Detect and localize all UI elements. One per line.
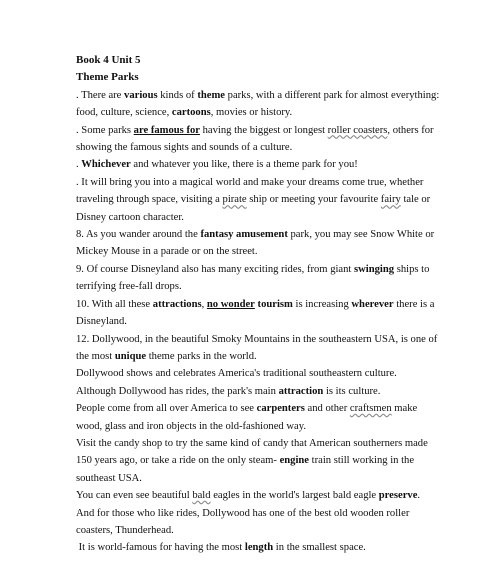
text: , movies or history. (210, 107, 293, 119)
paragraph-line (76, 400, 428, 417)
text: Disney cartoon character. (76, 211, 184, 223)
paragraph-line (76, 348, 428, 365)
spellcheck-word: craftsmen (349, 403, 392, 415)
paragraph-line (76, 278, 428, 295)
text: People come from all over America to see (76, 403, 257, 415)
document-body (76, 52, 440, 557)
paragraph-line (76, 313, 428, 330)
text: 150 years ago, or take a ride on the only steam- (76, 455, 280, 467)
text: . (76, 159, 82, 171)
paragraph-line (76, 243, 428, 260)
text: 12. Dollywood, in the beautiful Smoky Mountains in the southeastern USA, is one of (76, 333, 438, 345)
paragraph-line (76, 122, 434, 139)
text: 9. Of course Disneyland also has many exciting rides, from giant (76, 263, 355, 275)
text: . Some parks (76, 124, 134, 136)
keyword: length (244, 542, 274, 554)
keyword-underlined: no wonder (206, 298, 255, 310)
paragraph-line (76, 470, 428, 487)
spellcheck-word: roller coasters (327, 124, 388, 136)
text: . There are (76, 89, 125, 101)
keyword: swinging (354, 263, 395, 275)
paragraph-line (76, 139, 428, 156)
paragraph-line (76, 209, 428, 226)
keyword: cartoons (171, 107, 211, 119)
text: the most (76, 350, 115, 362)
text: ships to (394, 263, 430, 275)
text: Mickey Mouse in a parade or on the street. (76, 246, 258, 258)
paragraph-line (76, 435, 428, 452)
text: Although Dollywood has rides, the park's main (76, 385, 279, 397)
text: having the biggest or longest (199, 124, 328, 136)
text: parks, with a different park for almost everything: (225, 89, 440, 101)
paragraph-line (76, 487, 428, 504)
text: You can even see beautiful (76, 490, 193, 502)
keyword: tourism (257, 298, 293, 310)
text: in the smallest space. (273, 542, 366, 554)
paragraph-line (76, 226, 435, 243)
paragraph-line (76, 522, 428, 539)
paragraph-line (76, 418, 428, 435)
text: southeast USA. (76, 472, 142, 484)
text: tale or (400, 194, 431, 206)
text: Disneyland. (76, 316, 127, 328)
text: terrifying free-fall drops. (76, 281, 182, 293)
text: . It will bring you into a magical world and make your dreams come true, whether (76, 176, 424, 188)
text: And for those who like rides, Dollywood has one of the best old wooden roller (76, 507, 410, 519)
text: make (391, 403, 418, 415)
text: food, culture, science, (76, 107, 172, 119)
text: It is world-famous for having the most (76, 542, 245, 554)
text: eagles in the world's largest bald eagle (210, 490, 379, 502)
text: . (417, 490, 421, 502)
text: ship or meeting your favourite (246, 194, 381, 206)
text: , (201, 298, 207, 310)
paragraph-line (76, 452, 428, 469)
keyword: attractions (152, 298, 202, 310)
text: showing the famous sights and sounds of a culture. (76, 142, 293, 154)
text: Visit the candy shop to try the same kind of candy that American southerners made (76, 437, 428, 449)
text: train still working in the (309, 455, 415, 467)
text: and other (304, 403, 350, 415)
keyword: preserve (378, 490, 418, 502)
book-unit-heading: Book 4 Unit 5 (76, 54, 141, 66)
text: there is a (393, 298, 435, 310)
keyword: various (124, 89, 158, 101)
text: and whatever you like, there is a theme park for you! (130, 159, 358, 171)
text: park, you may see Snow White or (287, 229, 435, 241)
text: is its culture. (323, 385, 381, 397)
keyword: carpenters (256, 403, 305, 415)
keyword: theme (197, 89, 225, 101)
spellcheck-word: bald (192, 490, 211, 502)
keyword: unique (114, 350, 147, 362)
text: wood, glass and iron objects in the old-fashioned way. (76, 420, 306, 432)
paragraph-line (76, 539, 428, 556)
spellcheck-word: fairy (380, 194, 401, 206)
paragraph-line (76, 505, 428, 522)
paragraph-line (76, 104, 428, 121)
text: kinds of (157, 89, 198, 101)
keyword: attraction (278, 385, 324, 397)
keyword: fantasy amusement (200, 229, 288, 241)
keyword: wherever (351, 298, 394, 310)
keyword: Whichever (81, 159, 131, 171)
text: 8. As you wander around the (76, 229, 201, 241)
paragraph-line (76, 156, 428, 173)
paragraph-line (76, 174, 428, 191)
text: , others for (387, 124, 434, 136)
paragraph-line (76, 383, 428, 400)
keyword-underlined: are famous for (133, 124, 200, 136)
paragraph-line (76, 261, 428, 278)
paragraph-line (76, 365, 428, 382)
paragraph-line (76, 296, 435, 313)
keyword: engine (279, 455, 310, 467)
paragraph-line (76, 331, 438, 348)
spellcheck-word: pirate (222, 194, 247, 206)
paragraph-line (76, 191, 431, 208)
text: is increasing (292, 298, 352, 310)
text: 10. With all these (76, 298, 153, 310)
text: Dollywood shows and celebrates America's traditional southeastern culture. (76, 368, 397, 380)
text: coasters, Thunderhead. (76, 524, 174, 536)
page-title: Theme Parks (76, 71, 139, 84)
text: traveling through space, visiting a (76, 194, 223, 206)
paragraph-line (76, 87, 440, 104)
text: theme parks in the world. (146, 350, 257, 362)
